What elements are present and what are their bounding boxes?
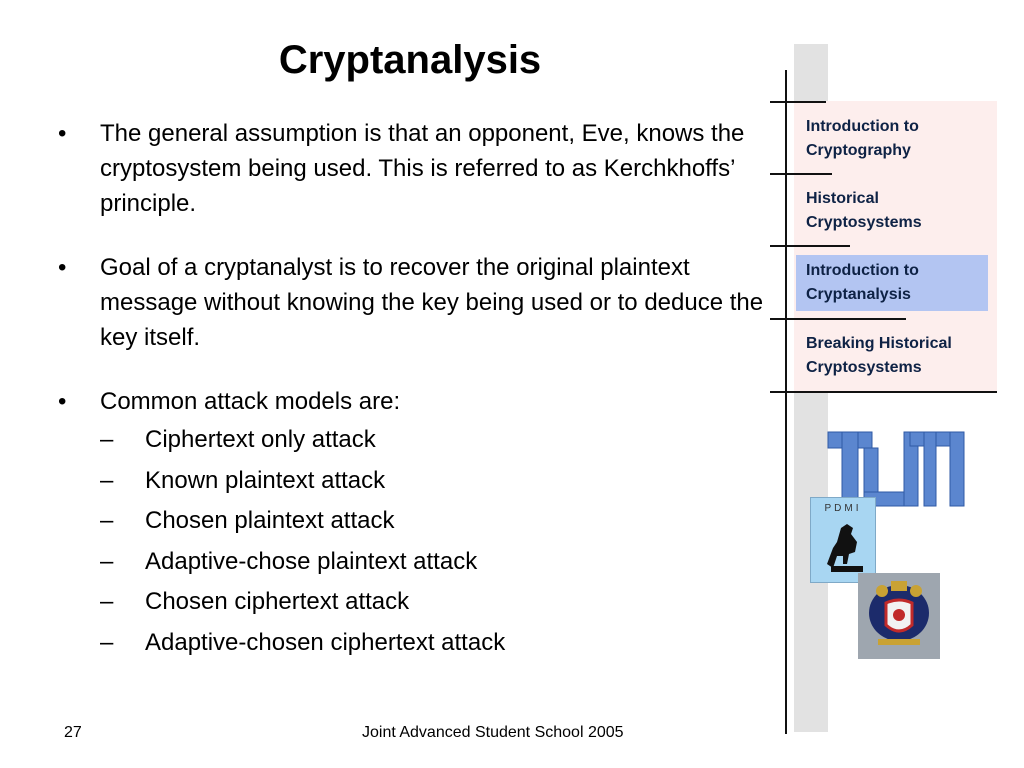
nav-item-breaking-historical[interactable]	[806, 332, 952, 380]
nav-item-line: Cryptosystems	[806, 359, 922, 376]
nav-item-line: Cryptanalysis	[806, 286, 911, 303]
coat-of-arms-icon	[858, 573, 940, 659]
nav-item-line: Cryptography	[806, 142, 911, 159]
bullet-text: Common attack models are:	[100, 388, 401, 415]
bullet-item	[58, 116, 768, 221]
attack-model-item	[100, 420, 768, 461]
crest-logo	[858, 573, 940, 659]
nav-divider	[770, 101, 826, 103]
nav-divider	[770, 173, 832, 175]
nav-item-line: Cryptosystems	[806, 214, 922, 231]
page-number: 27	[64, 724, 82, 741]
nav-item-line: Introduction to	[806, 118, 919, 135]
attack-model-item	[100, 461, 768, 502]
slide-content	[58, 116, 768, 663]
footer-event: Joint Advanced Student School 2005	[362, 724, 624, 741]
nav-item-line: Introduction to	[806, 262, 919, 279]
pdmi-label: PDMI	[824, 503, 862, 514]
slide-title: Cryptanalysis	[278, 38, 542, 82]
attack-model-item	[100, 623, 768, 664]
attack-model-text: Chosen ciphertext attack	[145, 588, 410, 615]
attack-model-text: Ciphertext only attack	[145, 426, 376, 453]
bullet-item	[58, 384, 768, 663]
nav-vertical-divider	[785, 70, 787, 734]
bullet-text: The general assumption is that an opponent, Eve, knows the cryptosystem being used. This is referred to as Kerchkhoffs’ principle.	[100, 120, 745, 217]
nav-divider	[770, 245, 850, 247]
attack-model-item	[100, 501, 768, 542]
attack-model-item	[100, 542, 768, 583]
nav-divider	[770, 318, 906, 320]
nav-item-historical-cryptosystems[interactable]	[806, 187, 922, 235]
sub-mark: –	[100, 507, 114, 534]
horse-statue-icon	[811, 498, 875, 582]
attack-model-text: Adaptive-chose plaintext attack	[145, 547, 478, 575]
bullet-mark: •	[58, 388, 67, 415]
sub-mark: –	[100, 588, 114, 615]
nav-item-line: Historical	[806, 190, 879, 207]
attack-model-list	[100, 420, 768, 663]
pdmi-logo	[810, 497, 876, 583]
attack-model-text: Chosen plaintext attack	[145, 507, 395, 534]
bullet-item	[58, 250, 768, 355]
attack-model-text: Adaptive-chosen ciphertext attack	[145, 628, 506, 656]
sub-mark: –	[100, 628, 114, 656]
attack-model-text: Known plaintext attack	[145, 466, 386, 494]
bullet-text: Goal of a cryptanalyst is to recover the original plaintext message without knowing the key being used or to deduce the key itself.	[100, 254, 764, 351]
nav-divider	[770, 391, 997, 393]
attack-model-item	[100, 582, 768, 623]
nav-item-intro-cryptography[interactable]	[806, 115, 919, 163]
nav-item-intro-cryptanalysis[interactable]	[806, 259, 919, 307]
sub-mark: –	[100, 547, 114, 575]
sub-mark: –	[100, 426, 114, 453]
bullet-mark: •	[58, 254, 67, 281]
nav-item-line: Breaking Historical	[806, 335, 952, 352]
sub-mark: –	[100, 466, 114, 494]
bullet-mark: •	[58, 120, 67, 147]
